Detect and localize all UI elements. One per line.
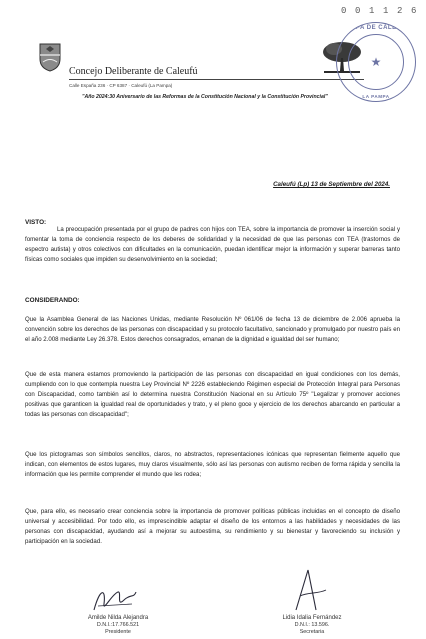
doc-number: 0 0 1 1 2 6 [340, 6, 418, 16]
visto-heading: VISTO: [25, 219, 47, 226]
official-seal [336, 22, 416, 102]
date-line: Caleufú (Lp) 13 de Septiembre del 2024. [273, 181, 390, 188]
president-name: Amilde Nilda Alejandra [87, 615, 149, 621]
year-motto: "Año 2024:30 Aniversario de las Reformas de la Constitución Nacional y la Constitución Provincial" [82, 94, 328, 100]
considerando-paragraph-2: Que de esta manera estamos promoviendo la participación de las personas con discapacidad en igual condiciones con los demás, cumpliendo con lo que contempla nuestra Ley Provincial Nº 2226 estableciendo Régimen especial de Protección Integral para Personas con Discapacidad, como también así lo determina nuestra Constitución Nacional en su Artículo 75º "Legalizar y promover acciones positivas que garanticen la igualdad real de oportunidades y trato, y el pleno goce y ejercicio de los derechos abarcando en particular a todas las personas con discapacidad"; [25, 371, 400, 419]
seal-text-top: PAMPA DE CALEUFÚ [341, 25, 411, 31]
secretary-signature-block [252, 615, 372, 636]
institution-name: Concejo Deliberante de Caleufú [69, 66, 198, 77]
president-signature [90, 586, 140, 614]
institution-address: Calle España 236 · CP 6387 · Caleufú (La Pampa) [69, 83, 173, 88]
considerando-heading: CONSIDERANDO: [25, 297, 80, 304]
seal-text-bottom: LA PAMPA [362, 94, 390, 99]
letterhead-rule [69, 79, 364, 80]
president-role: Presidente [105, 629, 131, 635]
municipal-crest-icon [38, 42, 62, 72]
secretary-dni: D.N.I.: 13.596. [294, 622, 330, 628]
seal-star-icon: ★ [370, 55, 382, 69]
considerando-paragraph-1: Que la Asamblea General de las Naciones Unidas, mediante Resolución Nº 061/06 de fecha 13 de diciembre de 2.006 aprueba la convención sobre los derechos de las personas con discapacidad y su protocolo facultativo, sancionado y promulgado por nuestro país en el año 2.008 mediante Ley 26.378. Estos derechos consagrados, emanan de la dignidad e igualdad del ser humano; [25, 316, 400, 344]
considerando-paragraph-4: Que, para ello, es necesario crear conciencia sobre la importancia de promover políticas públicas incluidas en el concepto de diseño universal y accesibilidad. Por todo ello, es imprescindible adaptar el diseño de los entornos a las habilidades y necesidades de las personas con discapacidad, ayudando así a mejorar su autoestima, su rendimiento y su bienestar y favoreciendo su inclusión y participación en la sociedad. [25, 508, 400, 546]
considerando-paragraph-3: Que los pictogramas son símbolos sencillos, claros, no abstractos, representaciones icónicas que representan fielmente aquello que indican, con elementos de estos lugares, muy claros visualmente, sólo así las personas con autismo reciben de forma rápida y sencilla la información que les permite comprender el mundo que les rodea; [25, 451, 400, 479]
visto-paragraph: La preocupación presentada por el grupo de padres con hijos con TEA, sobre la importancia de promover la inserción social y fomentar la toma de conciencia respecto de los deberes de solidaridad y la necesidad de que las personas con TEA (trastornos de espectro autista) y otros colectivos con dificultades en la comunicación, puedan identificar mejor la información y superar barreras tanto físicas como sociales que impiden su desenvolvimiento en la sociedad; [25, 226, 400, 264]
secretary-role: Secretaria [299, 629, 325, 635]
president-signature-block [58, 615, 178, 636]
secretary-signature [290, 566, 330, 612]
secretary-name: Lidia Idalia Fernández [282, 615, 342, 621]
president-dni: D.N.I.:17.766.521 [96, 622, 140, 628]
